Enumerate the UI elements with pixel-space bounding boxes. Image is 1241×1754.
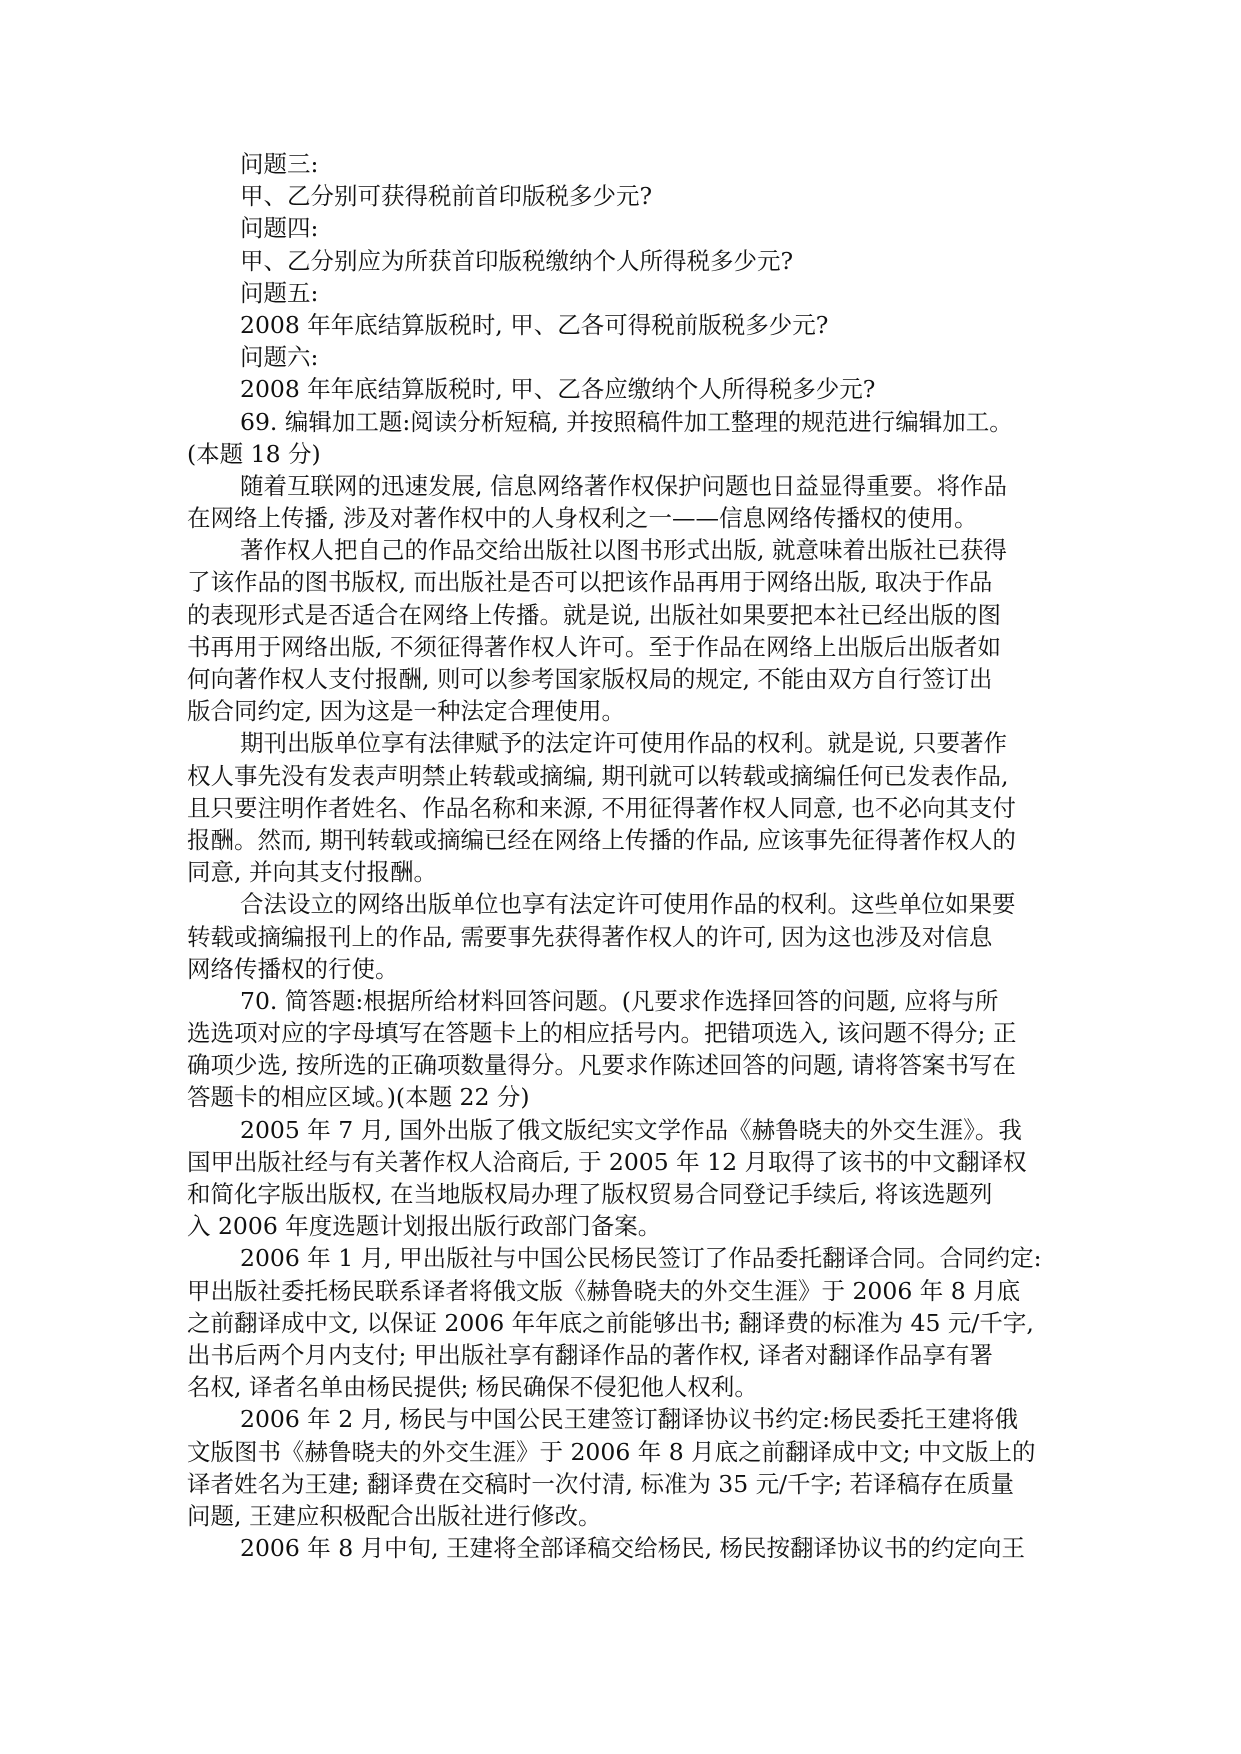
text-line: 69. 编辑加工题:阅读分析短稿, 并按照稿件加工整理的规范进行编辑加工。 (240, 407, 1013, 436)
text-line: 转载或摘编报刊上的作品, 需要事先获得著作权人的许可, 因为这也涉及对信息 (187, 922, 993, 951)
text-line: 问题, 王建应积极配合出版社进行修改。 (187, 1501, 602, 1530)
text-line: 报酬。然而, 期刊转载或摘编已经在网络上传播的作品, 应该事先征得著作权人的 (187, 825, 1016, 854)
text-line: 2006 年 2 月, 杨民与中国公民王建签订翻译协议书约定:杨民委托王建将俄 (240, 1405, 1019, 1434)
document-page (187, 148, 1057, 1564)
text-line: (本题 18 分) (187, 439, 321, 468)
text-line: 书再用于网络出版, 不须征得著作权人许可。至于作品在网络上出版后出版者如 (187, 632, 1001, 661)
text-line: 权人事先没有发表声明禁止转载或摘编, 期刊就可以转载或摘编任何已发表作品, (187, 761, 1009, 790)
text-line: 期刊出版单位享有法律赋予的法定许可使用作品的权利。就是说, 只要著作 (240, 729, 1007, 758)
text-line: 了该作品的图书版权, 而出版社是否可以把该作品再用于网络出版, 取决于作品 (187, 568, 993, 597)
text-line: 甲、乙分别可获得税前首印版税多少元? (240, 182, 653, 211)
text-line: 问题五: (240, 278, 319, 307)
text-line: 甲、乙分别应为所获首印版税缴纳个人所得税多少元? (240, 246, 794, 275)
text-line: 何向著作权人支付报酬, 则可以参考国家版权局的规定, 不能由双方自行签订出 (187, 665, 993, 693)
text-line: 甲出版社委托杨民联系译者将俄文版《赫鲁晓夫的外交生涯》于 2006 年 8 月底 (187, 1276, 1021, 1305)
text-line: 随着互联网的迅速发展, 信息网络著作权保护问题也日益显得重要。将作品 (240, 471, 1007, 500)
text-line: 版合同约定, 因为这是一种法定合理使用。 (187, 697, 625, 726)
text-line: 2005 年 7 月, 国外出版了俄文版纪实文学作品《赫鲁晓夫的外交生涯》。我 (240, 1115, 1022, 1144)
text-line: 名权, 译者名单由杨民提供; 杨民确保不侵犯他人权利。 (187, 1373, 758, 1402)
text-line: 且只要注明作者姓名、作品名称和来源, 不用征得著作权人同意, 也不必向其支付 (187, 793, 1016, 822)
text-line: 确项少选, 按所选的正确项数量得分。凡要求作陈述回答的问题, 请将答案书写在 (187, 1051, 1016, 1080)
text-line: 文版图书《赫鲁晓夫的外交生涯》于 2006 年 8 月底之前翻译成中文; 中文版上的 (187, 1437, 1036, 1466)
text-line: 出书后两个月内支付; 甲出版社享有翻译作品的著作权, 译者对翻译作品享有署 (187, 1340, 993, 1369)
text-line: 在网络上传播, 涉及对著作权中的人身权利之一——信息网络传播权的使用。 (187, 504, 978, 533)
text-line: 2006 年 1 月, 甲出版社与中国公民杨民签订了作品委托翻译合同。合同约定: (240, 1244, 1042, 1273)
text-line: 问题三: (240, 150, 319, 178)
text-line: 同意, 并向其支付报酬。 (187, 858, 437, 887)
text-line: 选选项对应的字母填写在答题卡上的相应括号内。把错项选入, 该问题不得分; 正 (187, 1019, 1017, 1048)
text-line: 合法设立的网络出版单位也享有法定许可使用作品的权利。这些单位如果要 (240, 890, 1016, 919)
text-line: 问题六: (240, 343, 319, 372)
text-line: 答题卡的相应区域。)(本题 22 分) (187, 1083, 530, 1112)
text-line: 2008 年年底结算版税时, 甲、乙各应缴纳个人所得税多少元? (240, 375, 876, 404)
text-line: 问题四: (240, 214, 319, 243)
text-line: 入 2006 年度选题计划报出版行政部门备案。 (187, 1212, 662, 1241)
text-line: 2008 年年底结算版税时, 甲、乙各可得税前版税多少元? (240, 310, 829, 339)
text-line: 之前翻译成中文, 以保证 2006 年年底之前能够出书; 翻译费的标准为 45 元/千字, (187, 1308, 1034, 1337)
text-line: 和简化字版出版权, 在当地版权局办理了版权贸易合同登记手续后, 将该选题列 (187, 1180, 993, 1208)
text-line: 译者姓名为王建; 翻译费在交稿时一次付清, 标准为 35 元/千字; 若译稿存在质量 (187, 1469, 1014, 1498)
text-line: 国甲出版社经与有关著作权人洽商后, 于 2005 年 12 月取得了该书的中文翻译权 (187, 1147, 1027, 1176)
text-line: 的表现形式是否适合在网络上传播。就是说, 出版社如果要把本社已经出版的图 (187, 600, 1001, 629)
text-line: 著作权人把自己的作品交给出版社以图书形式出版, 就意味着出版社已获得 (240, 536, 1007, 565)
text-line: 2006 年 8 月中旬, 王建将全部译稿交给杨民, 杨民按翻译协议书的约定向王 (240, 1534, 1026, 1563)
text-line: 网络传播权的行使。 (187, 954, 399, 983)
text-line: 70. 简答题:根据所给材料回答问题。(凡要求作选择回答的问题, 应将与所 (240, 986, 999, 1015)
